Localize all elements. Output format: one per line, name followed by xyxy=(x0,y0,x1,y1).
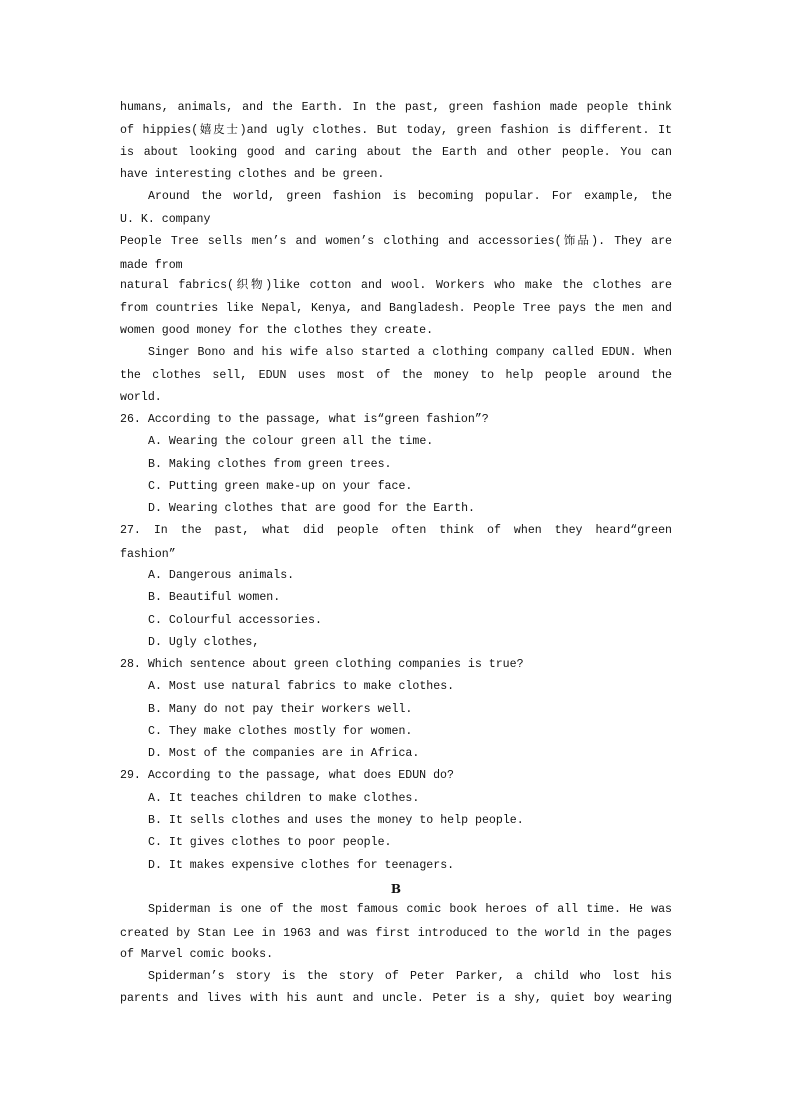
passage-line: made from xyxy=(120,259,183,272)
passage-line: U. K. company xyxy=(120,213,211,226)
passage-line: have interesting clothes and be green. xyxy=(120,168,385,181)
passage-line: humans, animals, and the Earth. In the past, green fashion made people think xyxy=(120,101,672,114)
passage-line: of Marvel comic books. xyxy=(120,948,274,961)
answer-option: A. Dangerous animals. xyxy=(148,569,295,582)
answer-option: C. It gives clothes to poor people. xyxy=(148,836,392,849)
passage-line: People Tree sells men’s and women’s clothing and accessories(饰品). They are xyxy=(120,235,672,248)
passage-line: Around the world, green fashion is becoming popular. For example, the xyxy=(148,190,672,203)
passage-line: world. xyxy=(120,391,162,404)
section-heading: B xyxy=(390,882,402,896)
answer-option: B. It sells clothes and uses the money to help people. xyxy=(148,814,524,827)
passage-line: of hippies(嬉皮士)and ugly clothes. But today, green fashion is different. It xyxy=(120,124,672,137)
passage-line: women good money for the clothes they create. xyxy=(120,324,434,337)
question-stem: 26. According to the passage, what is“green fashion”? xyxy=(120,413,489,426)
answer-option: A. Wearing the colour green all the time. xyxy=(148,435,434,448)
passage-line: Spiderman is one of the most famous comic book heroes of all time. He was xyxy=(148,903,672,916)
answer-option: B. Making clothes from green trees. xyxy=(148,458,392,471)
passage-line: Spiderman’s story is the story of Peter Parker, a child who lost his xyxy=(148,970,672,983)
answer-option: D. Most of the companies are in Africa. xyxy=(148,747,420,760)
question-stem: 29. According to the passage, what does EDUN do? xyxy=(120,769,454,782)
passage-line: the clothes sell, EDUN uses most of the money to help people around the xyxy=(120,369,672,382)
answer-option: D. Ugly clothes, xyxy=(148,636,260,649)
passage-line: from countries like Nepal, Kenya, and Bangladesh. People Tree pays the men and xyxy=(120,302,672,315)
answer-option: B. Beautiful women. xyxy=(148,591,281,604)
question-stem: 28. Which sentence about green clothing companies is true? xyxy=(120,658,524,671)
answer-option: A. It teaches children to make clothes. xyxy=(148,792,420,805)
answer-option: A. Most use natural fabrics to make clothes. xyxy=(148,680,455,693)
answer-option: C. They make clothes mostly for women. xyxy=(148,725,413,738)
answer-option: B. Many do not pay their workers well. xyxy=(148,703,413,716)
answer-option: C. Putting green make-up on your face. xyxy=(148,480,413,493)
passage-line: natural fabrics(织物)like cotton and wool. Workers who make the clothes are xyxy=(120,279,672,292)
passage-line: Singer Bono and his wife also started a clothing company called EDUN. When xyxy=(148,346,672,359)
question-stem: fashion” xyxy=(120,548,176,561)
answer-option: C. Colourful accessories. xyxy=(148,614,322,627)
passage-line: is about looking good and caring about the Earth and other people. You can xyxy=(120,146,672,159)
passage-line: parents and lives with his aunt and uncle. Peter is a shy, quiet boy wearing xyxy=(120,992,672,1005)
answer-option: D. Wearing clothes that are good for the Earth. xyxy=(148,502,475,515)
passage-line: created by Stan Lee in 1963 and was first introduced to the world in the pages xyxy=(120,927,672,940)
answer-option: D. It makes expensive clothes for teenagers. xyxy=(148,859,455,872)
question-stem: 27. In the past, what did people often think of when they heard“green xyxy=(120,524,672,537)
